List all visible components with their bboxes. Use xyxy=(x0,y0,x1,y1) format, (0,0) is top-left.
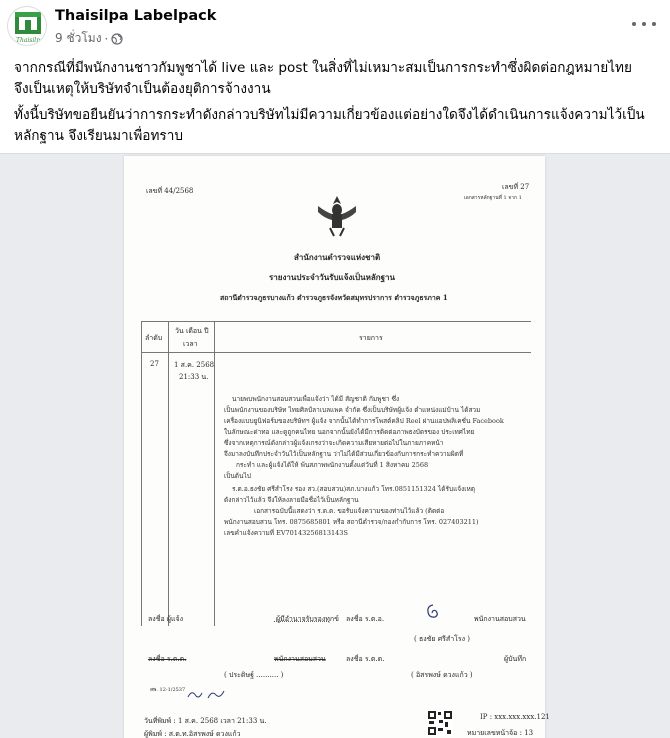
doc-number: เลขที่ 44/2568 xyxy=(146,187,194,195)
officer-name: ( ธงชัย ศรีสำโรง ) xyxy=(414,635,471,643)
page-label: หมายเลขหน้าจ้อ : 13 xyxy=(467,729,534,737)
post-timestamp[interactable]: 9 ชั่วโมง xyxy=(55,31,102,45)
report-title: รายงานประจำวันรับแจ้งเป็นหลักฐาน xyxy=(269,272,395,282)
meta-separator: · xyxy=(104,31,109,46)
post-photo[interactable] xyxy=(0,153,670,738)
post-paragraph-2 xyxy=(14,105,662,147)
dot xyxy=(642,22,646,26)
police-report-document xyxy=(124,156,550,738)
post-header xyxy=(0,0,670,52)
sign-reporter: ลงชื่อ ผู้แจ้ง xyxy=(148,615,184,623)
page-avatar[interactable] xyxy=(7,6,47,46)
entry-time: 21:33 น. xyxy=(179,373,209,381)
dot xyxy=(652,22,656,26)
post-text xyxy=(14,58,662,147)
officer-signature-icon xyxy=(424,602,442,622)
page-subtitle: เอกสารหลักฐานที่ 1 จาก 1 xyxy=(464,195,522,201)
checker-name: ( ประดิษฐ์ .......... ) xyxy=(224,671,284,679)
body-line: เป็นต้นไป xyxy=(224,472,251,480)
report-body xyxy=(224,394,504,539)
table-left-line xyxy=(141,321,142,626)
post-meta xyxy=(55,29,123,48)
col-header-date: วัน เดือน ปี xyxy=(175,327,209,335)
body-line: กระทำ และผู้แจ้งได้ให้ พ้นสภาพพนักงานตั้งแต่วันที่ 1 สิงหาคม 2568 xyxy=(236,461,429,469)
sign-recorder: ผู้มีอำนาจรับรองทุกข์ xyxy=(276,615,339,623)
printed-by: ผู้พิมพ์ : ส.ต.ท.อิสรพงษ์ ดวงแก้ว xyxy=(144,730,241,738)
form-code: สพ. 12-1/2537 xyxy=(150,687,186,693)
printed-on: วันที่พิมพ์ : 1 ส.ค. 2568 เวลา 21:33 น. xyxy=(144,717,267,725)
sign-approver: ลงชื่อ ร.ต.ต. xyxy=(346,655,385,663)
body-line: ซึ่งจากเหตุการณ์ดังกล่าวผู้แจ้งเกรงว่าจะเกิดความเสียหายต่อไปในภายภาคหน้า xyxy=(224,439,444,447)
handwritten-initials-icon xyxy=(186,687,226,701)
checker-role: พนักงานสอบสวน xyxy=(274,655,326,663)
approver-name: ( อิสรพงษ์ ดวงแก้ว ) xyxy=(411,671,473,679)
sign-officer: ลงชื่อ ร.ต.อ. xyxy=(346,615,385,623)
avatar-caption: Thaisilp xyxy=(15,37,41,44)
more-options-button[interactable] xyxy=(632,14,656,34)
body-line: เอกสารฉบับนี้แสดงว่า ร.ต.ต. ขอรับแจ้งความของท่านไว้แล้ว (ติดต่อ xyxy=(254,507,445,515)
body-line: จึงมาลงบันทึกประจำวันไว้เป็นหลักฐาน ว่าไม่ได้มีส่วนเกี่ยวข้องกับการกระทำความผิดที่ xyxy=(224,450,464,458)
officer-role: พนักงานสอบสวน xyxy=(474,615,526,623)
thaisilpa-logo-icon xyxy=(8,7,47,46)
body-line: นายพบพนักงานสอบสวนเพื่อแจ้งว่า ได้มี สัญชาติ กัมพูชา ซึ่ง xyxy=(232,395,400,403)
page-number: เลขที่ 27 xyxy=(502,183,530,191)
table-top-line xyxy=(141,321,531,322)
ip-address: IP : xxx.xxx.xxx.121 xyxy=(480,713,550,721)
body-line: ในลักษณะด่าทอ และดูถูกคนไทย นอกจากนั้นยังได้มีการติดต่อภาพธงบัตรของ ประเทศไทย xyxy=(224,428,475,436)
table-col-line xyxy=(214,321,215,626)
page-name-link[interactable]: Thaisilpa Labelpack xyxy=(55,8,217,24)
garuda-emblem-icon xyxy=(314,192,360,238)
body-line: ร.ต.อ.ธงชัย ศรีสำโรง รอง สว.(สอบสวน)สภ.บางแก้ว โทร.0851151324 ได้รับแจ้งเหตุ xyxy=(232,485,476,493)
table-header-line xyxy=(141,352,531,353)
body-line: พนักงานสอบสวน โทร. 0875685801 หรือ สถานีตำรวจ/กองกำกับการ โทร. 027403211) xyxy=(224,518,479,526)
col-header-time: เวลา xyxy=(183,340,198,348)
approver-role: ผู้บันทึก xyxy=(504,655,527,663)
post-line: หลักฐาน จึงเรียนมาเพื่อทราบ xyxy=(14,128,183,144)
entry-date: 1 ส.ค. 2568 xyxy=(174,361,215,369)
post-paragraph-1 xyxy=(14,58,662,100)
body-line: เครื่องแบบยูนิฟอร์มของบริษัทฯ ผู้แจ้ง จากนั้นได้ทำการโพสต์คลิป Reel ผ่านแอปพลิเคชั่น Facebook xyxy=(224,417,504,425)
body-line: เลขคำแจ้งความที่ EV70143256813143S xyxy=(224,529,348,537)
body-line: ดังกล่าวไว้แล้ว จึงให้ลงลายมือชื่อไว้เป็นหลักฐาน xyxy=(224,496,359,504)
dot xyxy=(632,22,636,26)
station-name: สถานีตำรวจภูธรบางแก้ว ตำรวจภูธรจังหวัดสมุทรปราการ ตำรวจภูธรภาค 1 xyxy=(220,293,448,302)
col-header-items: รายการ xyxy=(359,334,383,342)
qr-code-icon xyxy=(427,710,453,736)
sign-checker: ลงชื่อ ร.ต.ต. xyxy=(148,655,187,663)
public-globe-icon[interactable] xyxy=(111,33,123,45)
post-line: จากกรณีที่มีพนักงานชาวกัมพูชาได้ live และ post ในสิ่งที่ไม่เหมาะสมเป็นการกระทำซึ่งผิดต่อกฎหมายไทย xyxy=(14,60,632,76)
entry-number: 27 xyxy=(150,360,159,368)
post-line: ทั้งนี้บริษัทขอยืนยันว่าการกระทำดังกล่าวบริษัทไม่มีความเกี่ยวข้องแต่อย่างใดจึงได้ดำเนินการแจ้งความไว้เป็น xyxy=(14,107,645,123)
agency-name: สำนักงานตำรวจแห่งชาติ xyxy=(294,252,381,262)
body-line: เป็นพนักงานของบริษัท ไทยศิลป์ลาเบลแพค จำกัด ซึ่งเป็นบริษัทผู้แจ้ง ตำแหน่งแม่บ้าน ได้สวม xyxy=(224,406,481,414)
post-line: จึงเป็นเหตุให้บริษัทจำเป็นต้องยุติการจ้างงาน xyxy=(14,81,271,97)
col-header-no: ลำดับ xyxy=(145,334,163,342)
table-col-line xyxy=(168,321,169,626)
